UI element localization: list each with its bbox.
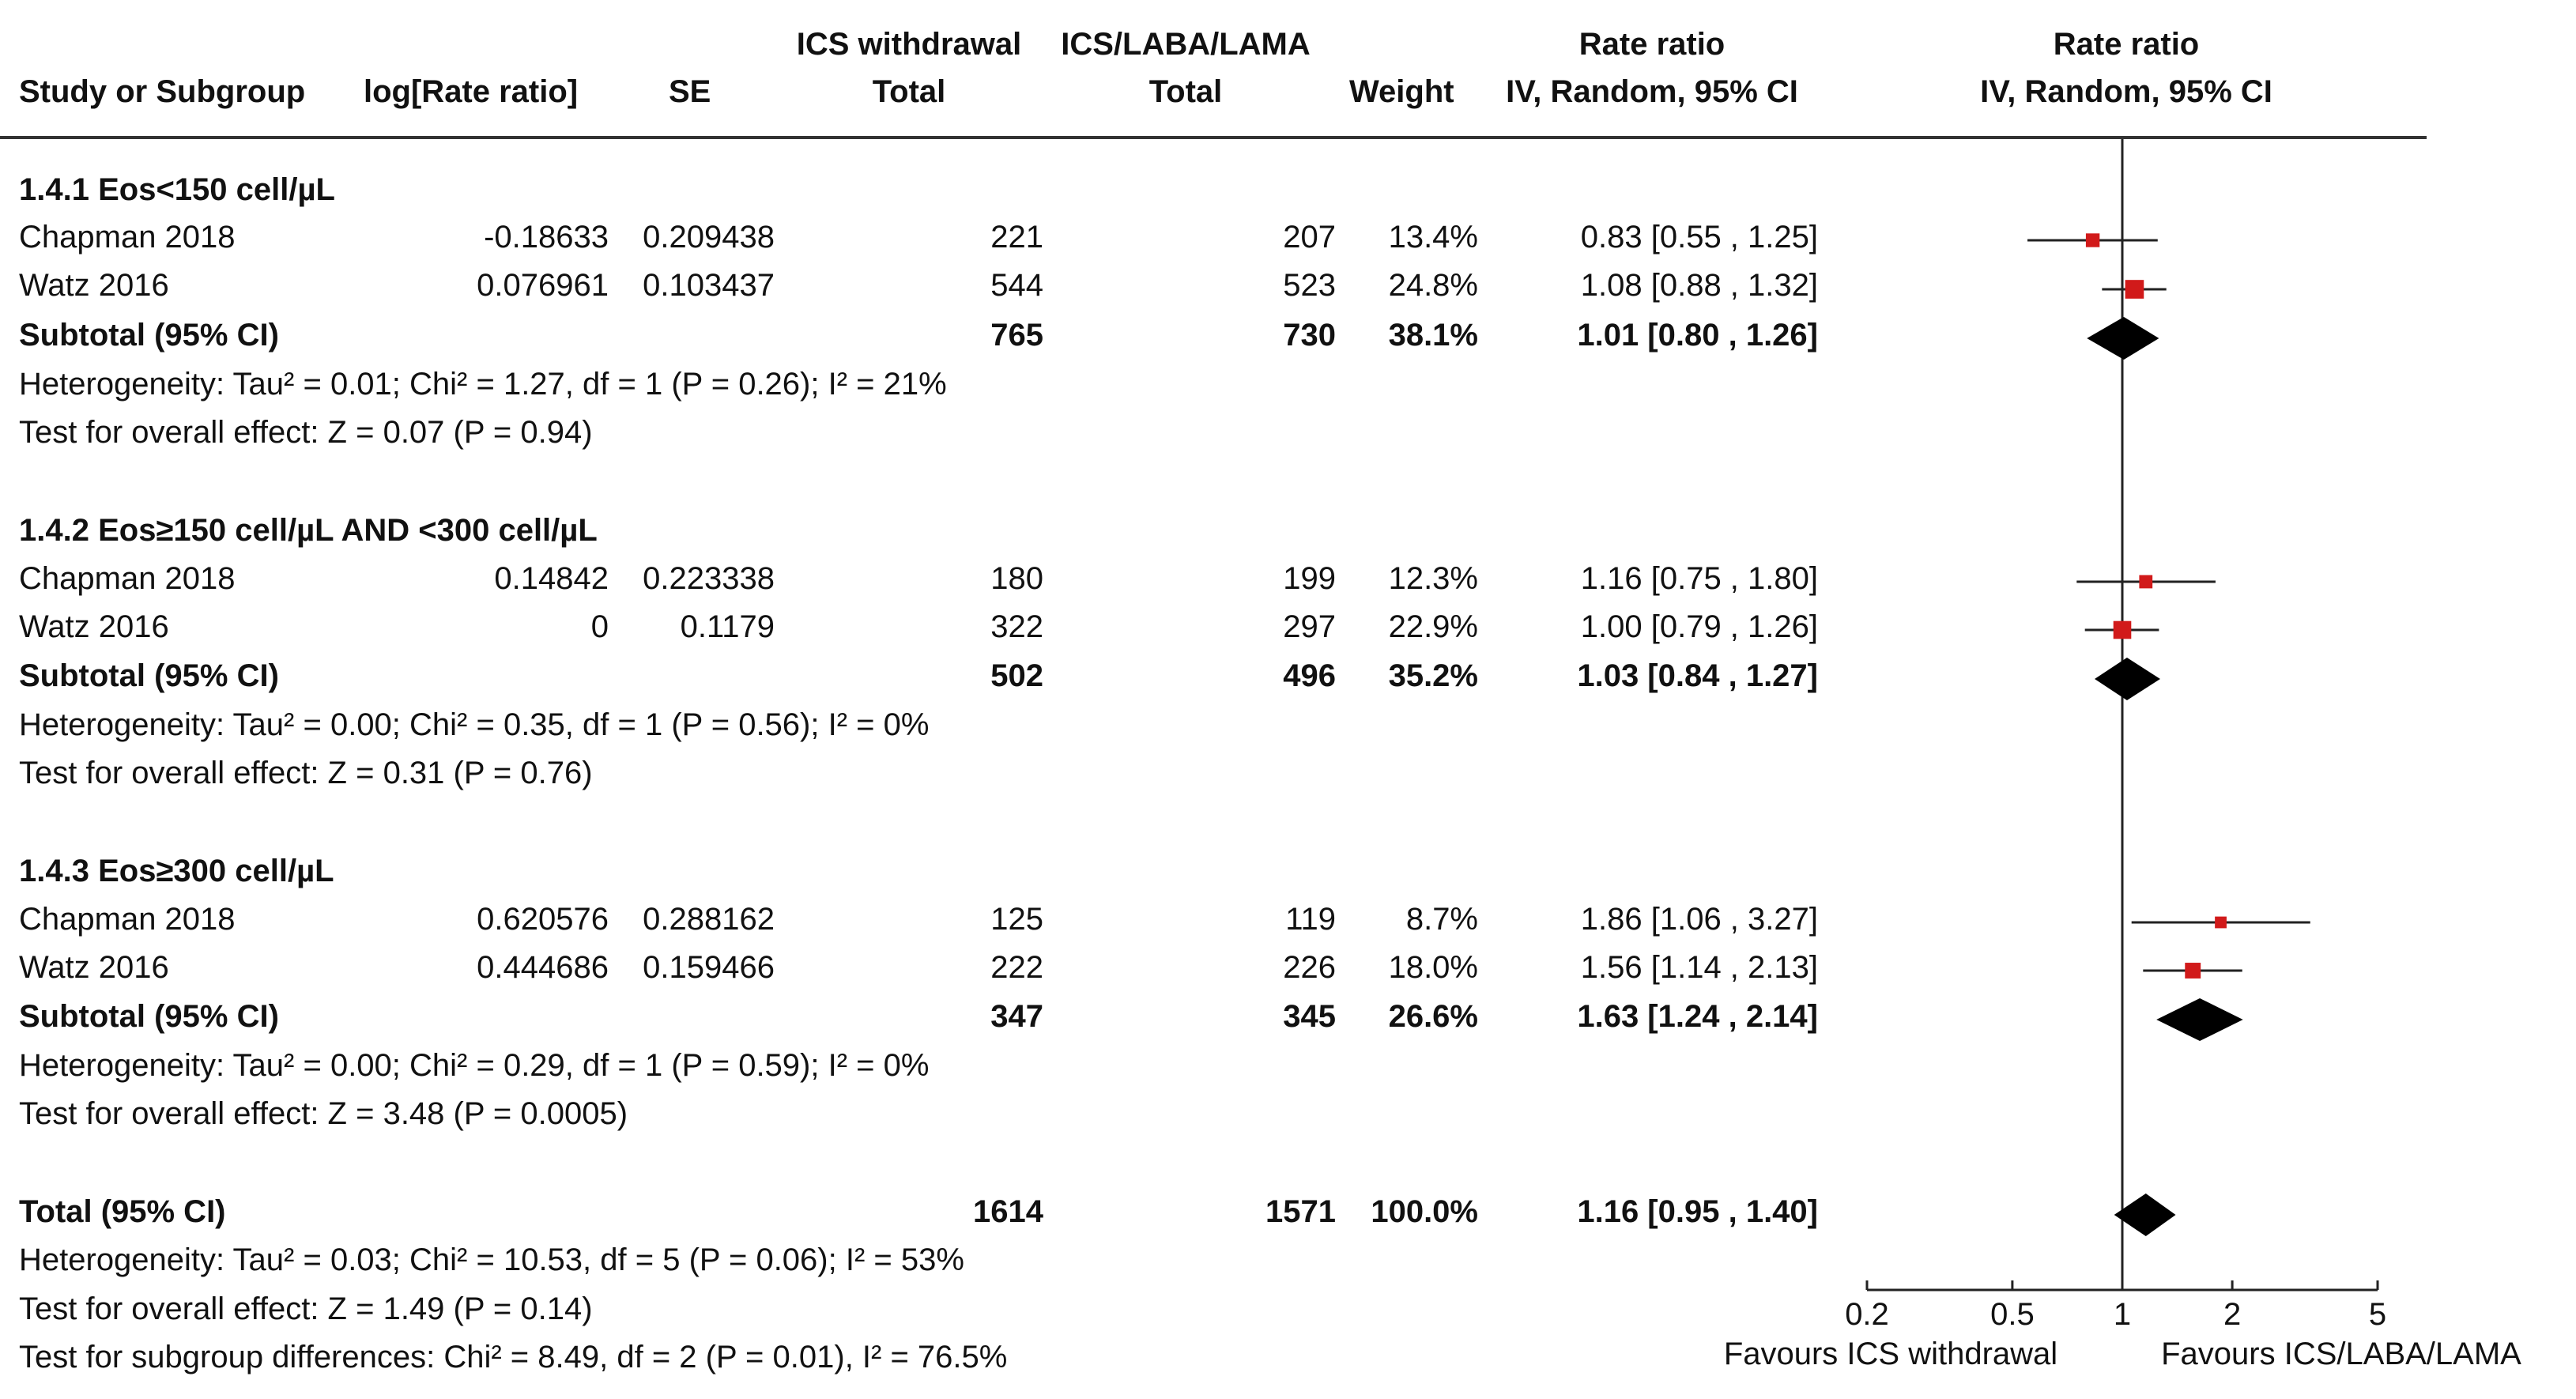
study-ci: 1.00 [0.79 , 1.26]	[1580, 609, 1818, 644]
total-label: Total (95% CI)	[19, 1194, 226, 1229]
study-laba-total: 226	[1283, 950, 1336, 985]
study-weight: 8.7%	[1405, 902, 1478, 937]
total-ci: 1.16 [0.95 , 1.40]	[1577, 1194, 1818, 1229]
summary-diamond	[2087, 317, 2159, 360]
header-weight: Weight	[1349, 74, 1454, 109]
subtotal-weight: 26.6%	[1388, 999, 1478, 1034]
header-rr-bottom: IV, Random, 95% CI	[1506, 74, 1798, 109]
study-weight: 18.0%	[1388, 950, 1478, 985]
subtotal-ci: 1.63 [1.24 , 2.14]	[1577, 999, 1818, 1034]
subgroup-title: 1.4.1 Eos<150 cell/µL	[19, 172, 335, 207]
study-name: Chapman 2018	[19, 561, 236, 596]
subtotal-weight: 35.2%	[1388, 658, 1478, 693]
subtotal-ics-total: 347	[990, 999, 1043, 1034]
study-laba-total: 119	[1285, 902, 1336, 937]
total-ics-total: 1614	[973, 1194, 1043, 1229]
header-logrr: log[Rate ratio]	[364, 74, 579, 109]
total-heterogeneity-text: Heterogeneity: Tau² = 0.03; Chi² = 10.53, df = 5 (P = 0.06); I² = 53%	[19, 1243, 964, 1277]
study-ics-total: 222	[990, 950, 1043, 985]
study-marker	[2185, 963, 2201, 979]
study-ci: 1.08 [0.88 , 1.32]	[1580, 268, 1818, 303]
subtotal-ci: 1.01 [0.80 , 1.26]	[1577, 318, 1818, 353]
header-ics-top: ICS withdrawal	[796, 27, 1022, 62]
study-se: 0.209438	[643, 220, 775, 255]
study-marker	[2215, 917, 2227, 929]
study-laba-total: 199	[1283, 561, 1336, 596]
subtotal-laba-total: 496	[1283, 658, 1336, 693]
study-logrr: 0.620576	[477, 902, 609, 937]
study-ics-total: 221	[990, 220, 1043, 255]
summary-diamond	[2156, 998, 2243, 1041]
subtotal-ci: 1.03 [0.84 , 1.27]	[1577, 658, 1818, 693]
study-marker	[2125, 280, 2144, 299]
study-ics-total: 125	[990, 902, 1043, 937]
study-ci: 1.16 [0.75 , 1.80]	[1580, 561, 1818, 596]
x-axis-tick-label: 5	[2368, 1297, 2387, 1332]
study-logrr: 0.14842	[494, 561, 609, 596]
header-ics-bottom: Total	[872, 74, 946, 109]
header-laba-top: ICS/LABA/LAMA	[1061, 27, 1311, 62]
subtotal-laba-total: 730	[1283, 318, 1336, 353]
subtotal-ics-total: 502	[990, 658, 1043, 693]
subtotal-ics-total: 765	[990, 318, 1043, 353]
x-axis-tick-label: 0.5	[1990, 1297, 2035, 1332]
study-name: Chapman 2018	[19, 220, 236, 255]
study-laba-total: 207	[1283, 220, 1336, 255]
x-axis-tick-label: 1	[2113, 1297, 2132, 1332]
heterogeneity-text: Heterogeneity: Tau² = 0.01; Chi² = 1.27, df = 1 (P = 0.26); I² = 21%	[19, 367, 947, 402]
subgroup-differences-text: Test for subgroup differences: Chi² = 8.49, df = 2 (P = 0.01), I² = 76.5%	[19, 1340, 1008, 1374]
study-name: Watz 2016	[19, 268, 169, 303]
total-weight: 100.0%	[1371, 1194, 1478, 1229]
heterogeneity-text: Heterogeneity: Tau² = 0.00; Chi² = 0.35, df = 1 (P = 0.56); I² = 0%	[19, 707, 930, 742]
study-se: 0.159466	[643, 950, 775, 985]
overall-effect-text: Test for overall effect: Z = 0.07 (P = 0.94)	[19, 415, 593, 450]
study-logrr: 0.076961	[477, 268, 609, 303]
subtotal-label: Subtotal (95% CI)	[19, 999, 279, 1034]
total-laba-total: 1571	[1265, 1194, 1336, 1229]
study-marker	[2139, 575, 2152, 589]
study-marker	[2114, 621, 2132, 639]
x-axis-tick-label: 0.2	[1845, 1297, 1889, 1332]
heterogeneity-text: Heterogeneity: Tau² = 0.00; Chi² = 0.29, df = 1 (P = 0.59); I² = 0%	[19, 1048, 930, 1083]
study-ics-total: 322	[990, 609, 1043, 644]
total-overall-effect-text: Test for overall effect: Z = 1.49 (P = 0.14)	[19, 1292, 593, 1326]
study-marker	[2086, 233, 2099, 247]
study-logrr: 0.444686	[477, 950, 609, 985]
favours-left-label: Favours ICS withdrawal	[1723, 1337, 2058, 1371]
study-se: 0.1179	[680, 609, 775, 644]
x-axis-tick-label: 2	[2223, 1297, 2242, 1332]
subtotal-label: Subtotal (95% CI)	[19, 318, 279, 353]
overall-effect-text: Test for overall effect: Z = 3.48 (P = 0.0005)	[19, 1096, 628, 1131]
study-laba-total: 523	[1283, 268, 1336, 303]
study-ci: 1.86 [1.06 , 3.27]	[1580, 902, 1818, 937]
study-ci: 0.83 [0.55 , 1.25]	[1580, 220, 1818, 255]
study-se: 0.288162	[643, 902, 775, 937]
subgroup-title: 1.4.2 Eos≥150 cell/µL AND <300 cell/µL	[19, 513, 598, 548]
study-logrr: 0	[590, 609, 609, 644]
study-weight: 13.4%	[1388, 220, 1478, 255]
subgroup-title: 1.4.3 Eos≥300 cell/µL	[19, 854, 334, 888]
study-ics-total: 544	[990, 268, 1043, 303]
study-name: Chapman 2018	[19, 902, 236, 937]
study-weight: 22.9%	[1388, 609, 1478, 644]
study-name: Watz 2016	[19, 609, 169, 644]
summary-diamond	[2095, 658, 2160, 700]
header-rr-top: Rate ratio	[1578, 27, 1726, 62]
header-laba-bottom: Total	[1148, 74, 1223, 109]
study-se: 0.223338	[643, 561, 775, 596]
favours-right-label: Favours ICS/LABA/LAMA	[2161, 1337, 2521, 1371]
study-name: Watz 2016	[19, 950, 169, 985]
header-plot-bottom: IV, Random, 95% CI	[1980, 74, 2272, 109]
subtotal-weight: 38.1%	[1388, 318, 1478, 353]
study-ci: 1.56 [1.14 , 2.13]	[1580, 950, 1818, 985]
subtotal-laba-total: 345	[1283, 999, 1336, 1034]
study-laba-total: 297	[1283, 609, 1336, 644]
study-ics-total: 180	[990, 561, 1043, 596]
header-plot-top: Rate ratio	[2053, 27, 2200, 62]
study-se: 0.103437	[643, 268, 775, 303]
study-weight: 12.3%	[1388, 561, 1478, 596]
subtotal-label: Subtotal (95% CI)	[19, 658, 279, 693]
header-se: SE	[669, 74, 711, 109]
study-logrr: -0.18633	[484, 220, 609, 255]
overall-effect-text: Test for overall effect: Z = 0.31 (P = 0.76)	[19, 756, 593, 790]
study-weight: 24.8%	[1388, 268, 1478, 303]
header-study: Study or Subgroup	[19, 74, 306, 109]
